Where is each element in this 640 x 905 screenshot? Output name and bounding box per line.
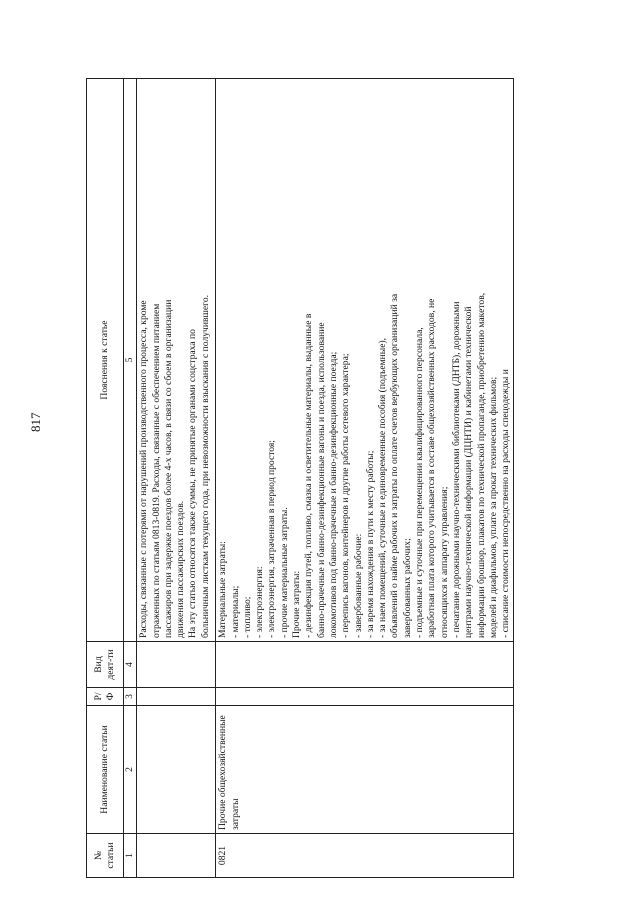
header-activity-type: Вид деят-ти [87,642,124,688]
explanation-line: - за время нахождения в пути к месту работы; [364,450,376,638]
item-activity [137,642,216,688]
item-name [137,706,216,834]
explanation-line: - перепись вагонов, контейнеров и другие работы сетевого характера; [340,353,352,638]
explanation-line: завербованных рабочих; [401,538,413,638]
explanation-line: Материальные затраты: [217,541,229,638]
item-code [137,834,216,878]
explanation-line: - топливо; [241,596,253,638]
explanation-line: банно-прачечные и банно-дезинфекционные вагоны и поезда, использование [315,322,327,638]
item-code: 0821 [216,834,514,878]
explanation-line: - электроэнергия: [254,566,266,638]
explanation-line: центрами научно-технической информации (ДЦНТИ) и кабинетами технической [463,306,475,638]
table-header-row [87,79,124,878]
column-number: 4 [124,642,137,688]
expense-items-table [86,78,514,878]
table-row [216,79,514,878]
explanation-line: моделей и диафильмов, уплате за прокат технических фильмов; [487,376,499,638]
column-number: 1 [124,834,137,878]
column-number-row [124,79,137,878]
explanation-line: информации брошюр, плакатов по технической пропаганде, приобретению макетов, [475,292,487,638]
item-rf [216,688,514,706]
explanation-line: - за наем помещений, суточные и единовременные пособия (подъемные), [377,337,389,638]
item-explanation [137,79,216,642]
explanation-line: отраженных по статьям 0813-0819. Расходы, связанные с обеспечением питанием [150,303,162,638]
explanation-line: локомотивов под банно-прачечные и банно-дезинфекционные поезда; [327,351,339,638]
header-item-name: Наименование статьи [87,706,124,834]
explanation-line: движения пассажирских поездов. [175,500,187,638]
explanation-line: - завербованные рабочие: [352,533,364,638]
explanation-line: больничным листкам текущего года, при невозможности взыскания с получившего. [199,294,211,638]
explanation-line: На эту статью относятся также суммы, не принятые органами соцстраха по [187,329,199,638]
explanation-line: относящихся к аппарату управления; [438,486,450,638]
explanation-line: - дезинфекция путей, топливо, смазка и осветительные материалы, выданные в [303,313,315,638]
explanation-line: - подъемные и суточные при перемещении квалифицированного персонала, [414,327,426,638]
explanation-line: - печатание дорожными научно-техническими библиотеками (ДНТБ), дорожными [450,301,462,638]
explanation-line: пассажиров при задержке поездов более 4-х часов, в связи со сбоем в организации [162,299,174,638]
header-item-number: № статьи [87,834,124,878]
explanation-line: - прочие материальные затраты. [278,507,290,638]
item-explanation [216,79,514,642]
explanation-line: - материалы; [229,585,241,638]
explanation-line: Прочие затраты: [291,570,303,638]
explanation-line: Расходы, связанные с потерями от нарушений производственного процесса, кроме [138,300,150,638]
item-rf [137,688,216,706]
table-row [137,79,216,878]
rotated-table-sheet [86,78,593,878]
header-rf: Р/ Ф [87,688,124,706]
column-number: 2 [124,706,137,834]
explanation-line: - списание стоимости непосредственно на расходы спецодежды и [500,369,512,638]
item-name: Прочие общехозяйственные затраты [216,706,514,834]
item-activity [216,642,514,688]
explanation-line: заработная плата которого учитывается в составе общехозяйственных расходов, не [426,298,438,638]
header-explanation: Пояснения к статье [87,79,124,642]
explanation-line: объявлений о найме рабочих и затраты по оплате счетов вербующих организаций за [389,293,401,638]
column-number: 5 [124,79,137,642]
explanation-line: - электроэнергия, затраченная в период простоя; [266,440,278,638]
column-number: 3 [124,688,137,706]
page-number: 817 [28,412,43,432]
